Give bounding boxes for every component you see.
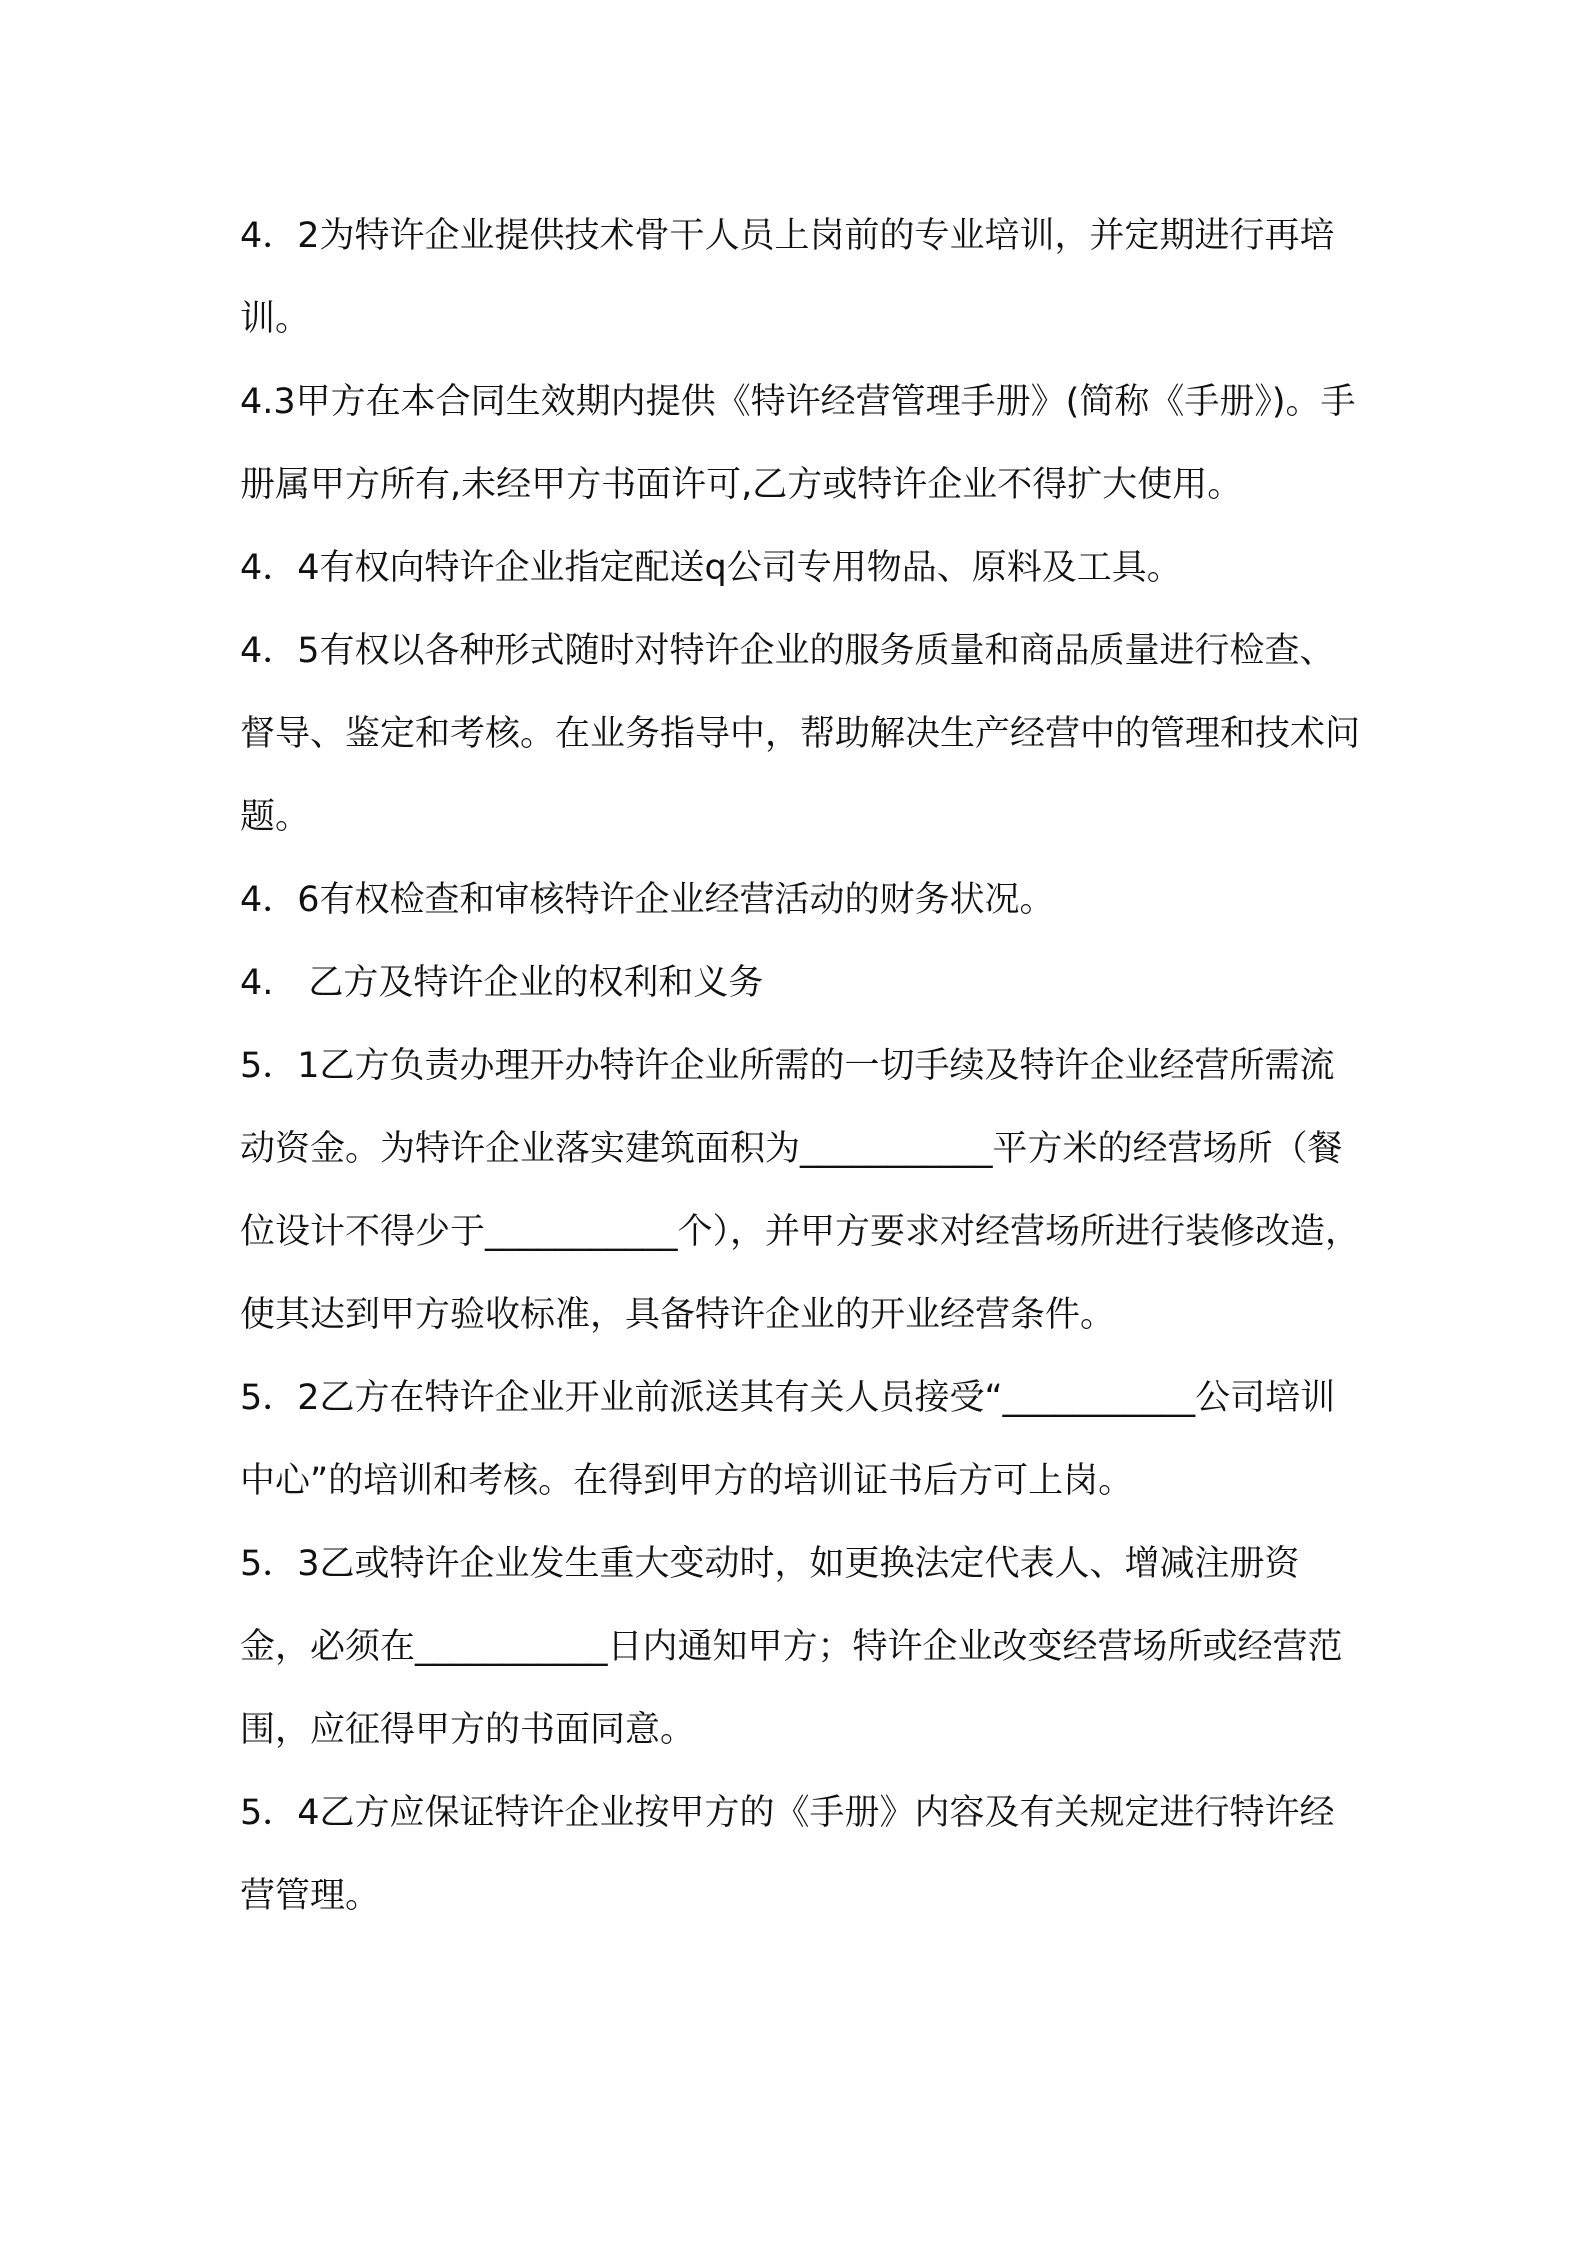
clause-5-3: 5．3乙或特许企业发生重大变动时，如更换法定代表人、增减注册资金，必须在___________日内通知甲方；特许企业改变经营场所或经营范围，应征得甲方的书面同意。 xyxy=(240,1544,1343,1750)
clause-4-2: 4．2为特许企业提供技术骨干人员上岗前的专业培训，并定期进行再培训。 xyxy=(240,216,1335,339)
document-body xyxy=(240,195,1360,1938)
clause-5-4: 5．4乙方应保证特许企业按甲方的《手册》内容及有关规定进行特许经营管理。 xyxy=(240,1793,1335,1916)
clause-5-1: 5．1乙方负责办理开办特许企业所需的一切手续及特许企业经营所需流动资金。为特许企业落实建筑面积为___________平方米的经营场所（餐位设计不得少于___________个），并甲方要求对经营场所进行装修改造，使其达到甲方验收标准，具备特许企业的开业经营条件。 xyxy=(240,1046,1361,1335)
clause-4-4: 4．4有权向特许企业指定配送q公司专用物品、原料及工具。 xyxy=(240,548,1182,588)
section-heading-4: 4. 乙方及特许企业的权利和义务 xyxy=(240,963,764,1003)
clause-4-5: 4．5有权以各种形式随时对特许企业的服务质量和商品质量进行检查、督导、鉴定和考核。在业务指导中，帮助解决生产经营中的管理和技术问题。 xyxy=(240,631,1361,837)
clause-4-6: 4．6有权检查和审核特许企业经营活动的财务状况。 xyxy=(240,880,1055,920)
clause-4-3: 4.3甲方在本合同生效期内提供《特许经营管理手册》(简称《手册》)。手册属甲方所有,未经甲方书面许可,乙方或特许企业不得扩大使用。 xyxy=(240,382,1356,505)
clause-5-2: 5．2乙方在特许企业开业前派送其有关人员接受“___________公司培训中心”的培训和考核。在得到甲方的培训证书后方可上岗。 xyxy=(240,1378,1336,1501)
